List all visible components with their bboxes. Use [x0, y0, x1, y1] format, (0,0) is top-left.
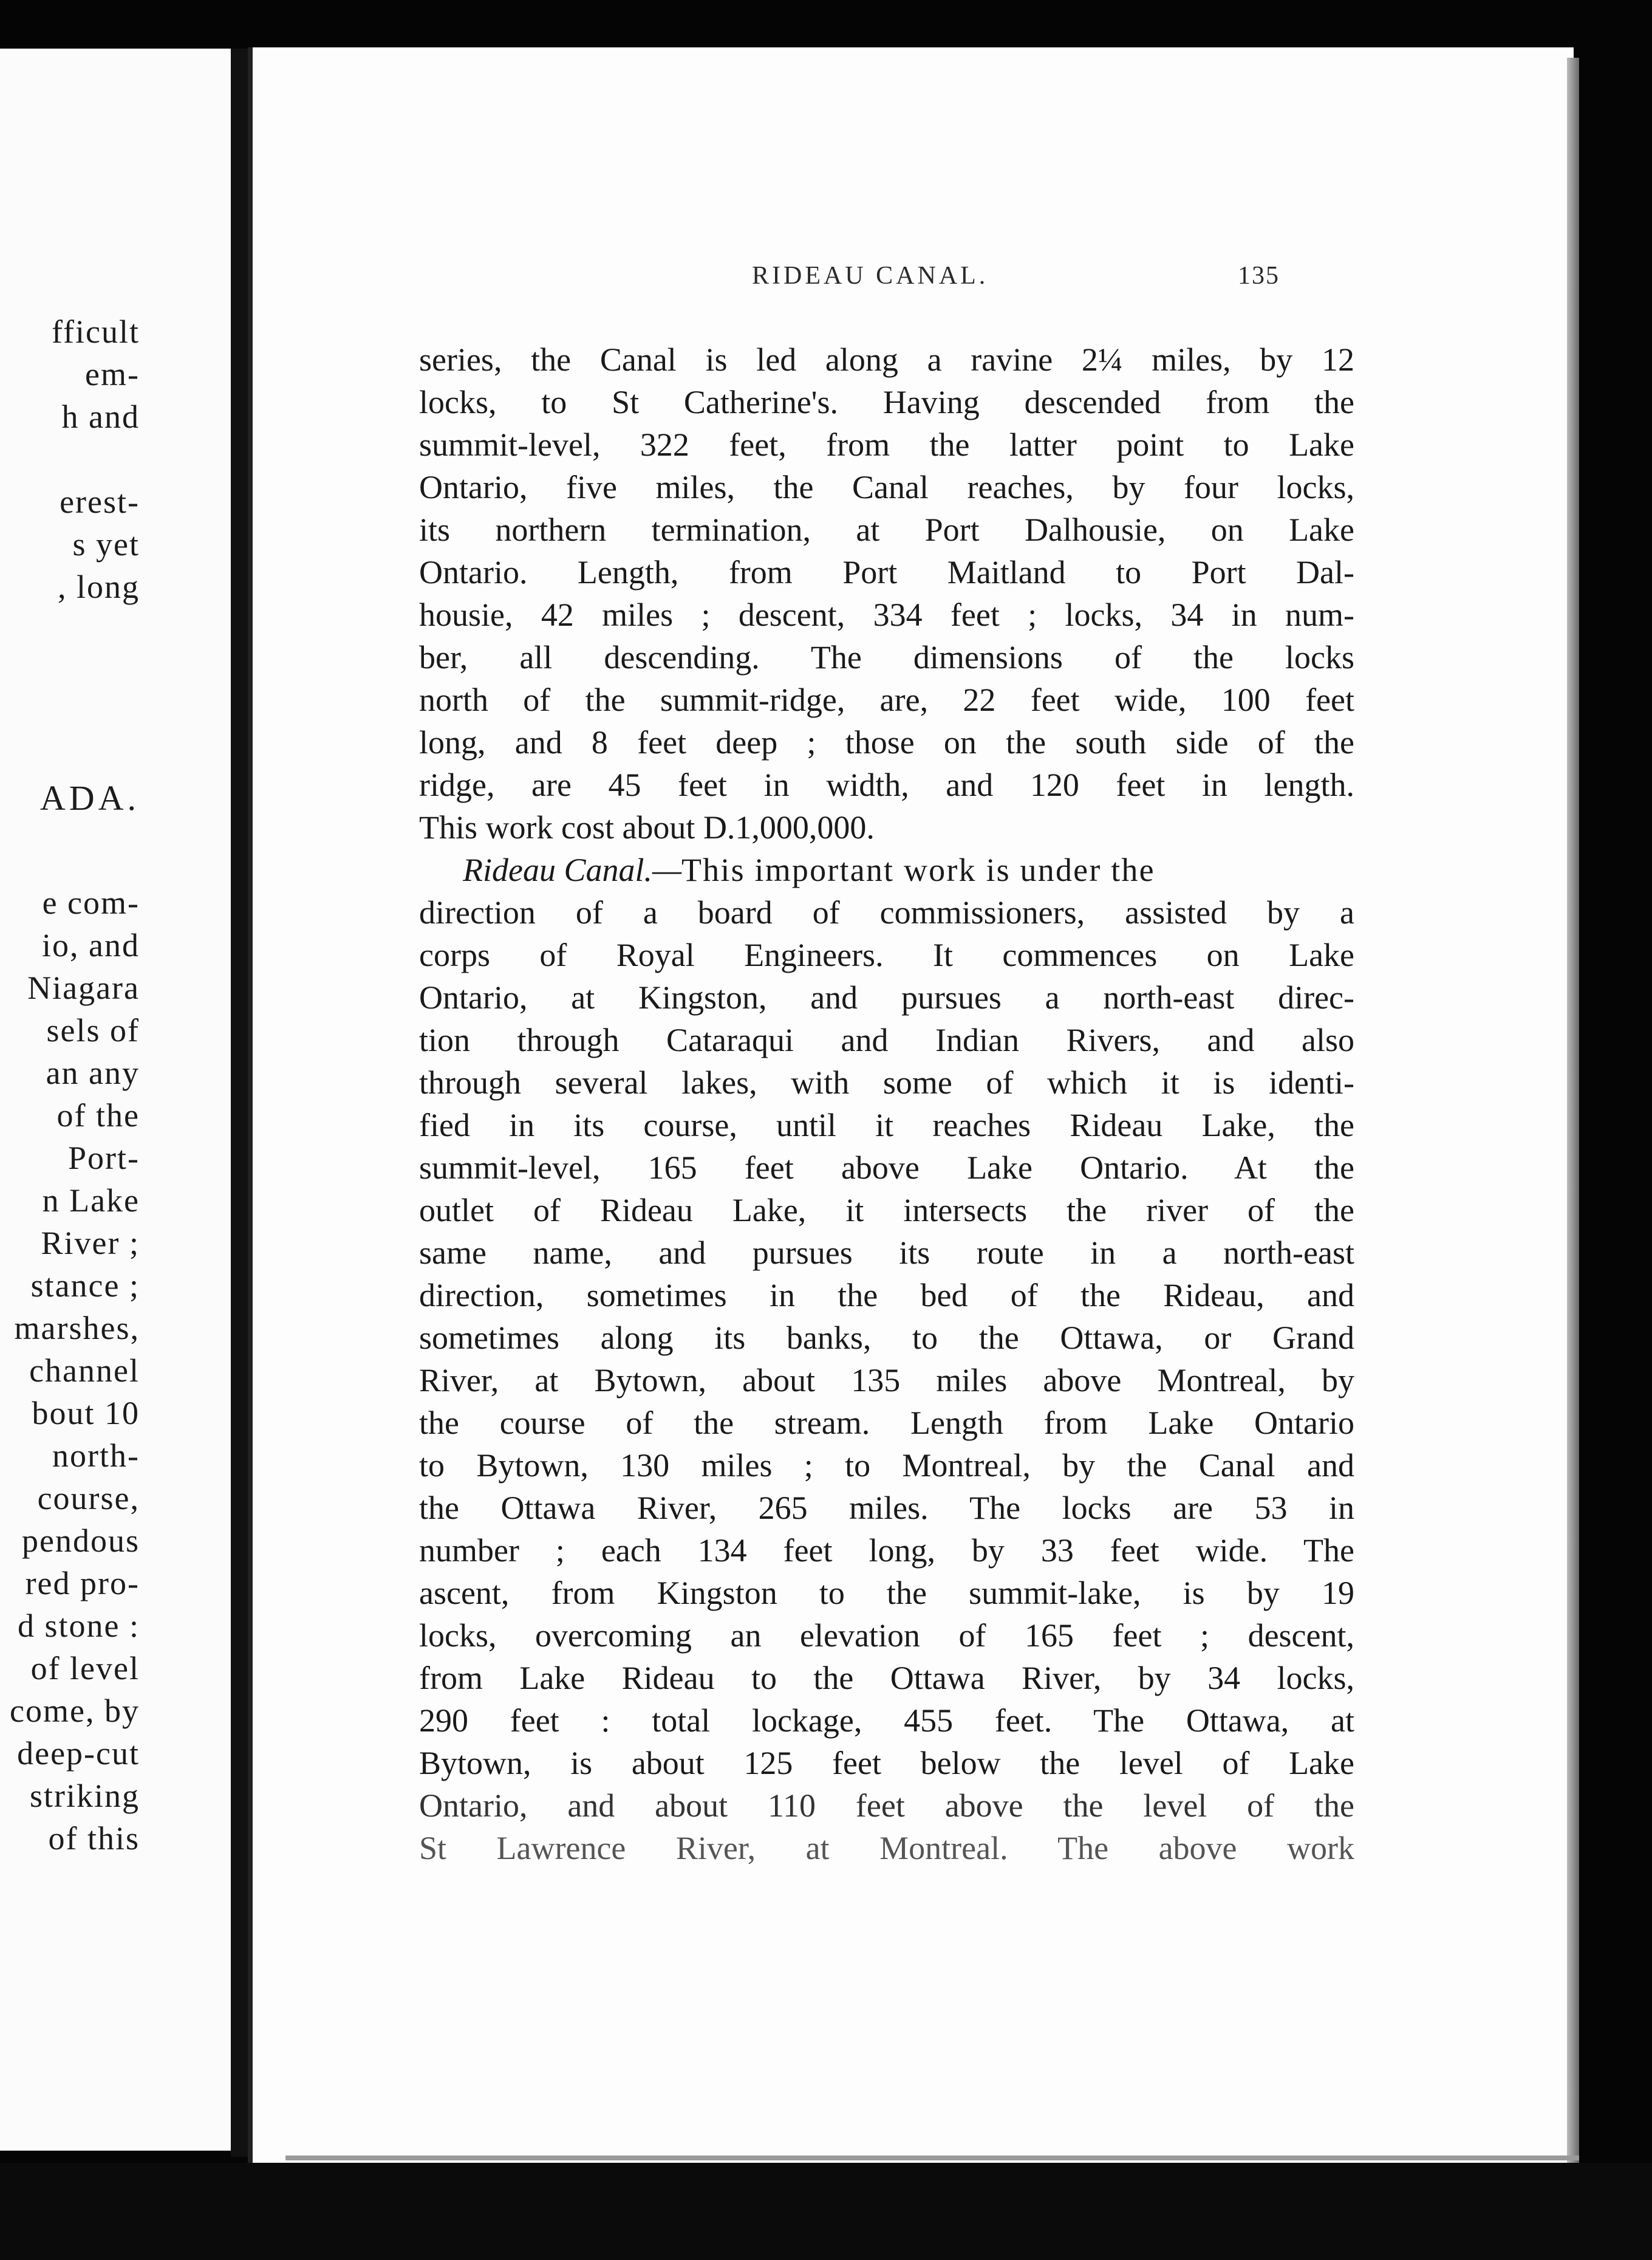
- left-page-fragment: Niagara: [27, 970, 140, 1006]
- left-page-fragment: marshes,: [14, 1310, 140, 1346]
- text-line: summit-level, 322 feet, from the latter point to Lake: [419, 426, 1354, 463]
- text-line: its northern termination, at Port Dalhousie, on Lake: [419, 512, 1354, 548]
- left-page-fragment: d stone :: [18, 1608, 140, 1644]
- text-line: the Ottawa River, 265 miles. The locks are 53 in: [419, 1490, 1354, 1526]
- scan-bottom-border: [0, 2163, 1652, 2260]
- text-line: direction of a board of commissioners, assisted by a: [419, 894, 1354, 931]
- left-page-fragment: s yet: [72, 526, 140, 563]
- text-line: to Bytown, 130 miles ; to Montreal, by the Canal and: [419, 1447, 1354, 1484]
- text-line: Bytown, is about 125 feet below the level of Lake: [419, 1745, 1354, 1781]
- left-page-fragment: sels of: [46, 1012, 140, 1049]
- text-line: ber, all descending. The dimensions of the locks: [419, 639, 1354, 676]
- text-line: Ontario, and about 110 feet above the level of the: [419, 1787, 1354, 1824]
- text-line: fied in its course, until it reaches Rideau Lake, the: [419, 1107, 1354, 1143]
- scan-top-border: [0, 0, 1652, 49]
- text-line: same name, and pursues its route in a north-east: [419, 1234, 1354, 1271]
- left-page-fragment: of the: [56, 1097, 140, 1134]
- left-page-fragment: n Lake: [42, 1182, 140, 1219]
- text-line: outlet of Rideau Lake, it intersects the river of the: [419, 1192, 1354, 1228]
- text-line: River, at Bytown, about 135 miles above Montreal, by: [419, 1362, 1354, 1399]
- left-page-fragment: course,: [37, 1480, 140, 1516]
- text-line: north of the summit-ridge, are, 22 feet wide, 100 feet: [419, 682, 1354, 718]
- text-line: series, the Canal is led along a ravine 2¼ miles, by 12: [419, 341, 1354, 378]
- page-number: 135: [1238, 262, 1280, 290]
- page-bottom-edge: [285, 2156, 1579, 2160]
- text-line: ascent, from Kingston to the summit-lake, is by 19: [419, 1575, 1354, 1611]
- text-line: summit-level, 165 feet above Lake Ontario. At the: [419, 1149, 1354, 1186]
- paragraph-start-line: [419, 849, 1354, 891]
- left-page-fragment: fficult: [52, 313, 140, 350]
- left-page-fragment: come, by: [10, 1693, 140, 1729]
- left-page-fragment: bout 10: [32, 1395, 140, 1431]
- left-page-fragment: north-: [52, 1437, 140, 1474]
- text-line: Ontario, five miles, the Canal reaches, by four locks,: [419, 469, 1354, 505]
- left-page-fragment: pendous: [22, 1522, 140, 1559]
- left-facing-page: [0, 49, 231, 2151]
- left-page-fragment: stance ;: [30, 1267, 140, 1304]
- left-page-fragment: erest-: [60, 484, 140, 520]
- text-line: from Lake Rideau to the Ottawa River, by 34 locks,: [419, 1660, 1354, 1696]
- text-line: Ontario. Length, from Port Maitland to Port Dal-: [419, 554, 1354, 591]
- left-page-fragment: , long: [57, 569, 140, 605]
- left-page-fragment: e com-: [42, 885, 140, 921]
- text-line: tion through Cataraqui and Indian Rivers, and also: [419, 1022, 1354, 1058]
- left-page-fragment: of this: [48, 1820, 140, 1857]
- text-line: ridge, are 45 feet in width, and 120 feet in length.: [419, 767, 1354, 803]
- text-line: St Lawrence River, at Montreal. The above work: [419, 1830, 1354, 1866]
- left-page-fragment: red pro-: [25, 1565, 140, 1601]
- text-line: housie, 42 miles ; descent, 334 feet ; locks, 34 in num-: [419, 597, 1354, 633]
- left-page-fragment: h and: [61, 399, 140, 435]
- left-page-fragment: striking: [29, 1778, 140, 1814]
- text-line: direction, sometimes in the bed of the Rideau, and: [419, 1277, 1354, 1313]
- left-page-fragment: Port-: [68, 1140, 140, 1176]
- text-line: sometimes along its banks, to the Ottawa, or Grand: [419, 1320, 1354, 1356]
- left-page-fragment: io, and: [42, 927, 140, 964]
- text-line: locks, overcoming an elevation of 165 feet ; descent,: [419, 1617, 1354, 1654]
- text-line: number ; each 134 feet long, by 33 feet wide. The: [419, 1532, 1354, 1569]
- left-page-fragment: em-: [85, 356, 140, 392]
- text-line: long, and 8 feet deep ; those on the south side of the: [419, 724, 1354, 761]
- text-line: Ontario, at Kingston, and pursues a north-east direc-: [419, 979, 1354, 1016]
- running-title: RIDEAU CANAL.: [752, 262, 989, 290]
- left-page-fragment: River ;: [41, 1225, 140, 1261]
- text-line: 290 feet : total lockage, 455 feet. The Ottawa, at: [419, 1702, 1354, 1739]
- text-line: corps of Royal Engineers. It commences on Lake: [419, 937, 1354, 973]
- left-page-fragment: deep-cut: [17, 1735, 140, 1772]
- text-line: locks, to St Catherine's. Having descended from the: [419, 384, 1354, 420]
- left-page-fragment: channel: [29, 1352, 140, 1389]
- left-page-fragment: an any: [46, 1055, 140, 1091]
- page-edge-shadow: [1567, 58, 1579, 2166]
- text-line: through several lakes, with some of which it is identi-: [419, 1064, 1354, 1101]
- text-line: the course of the stream. Length from Lake Ontario: [419, 1405, 1354, 1441]
- text-line: This work cost about D.1,000,000.: [419, 809, 875, 846]
- left-page-fragment: of level: [30, 1650, 140, 1686]
- text-line: This important work is under the: [681, 852, 1155, 888]
- section-heading: Rideau Canal.—: [463, 852, 681, 888]
- left-page-fragment: ADA.: [39, 778, 140, 818]
